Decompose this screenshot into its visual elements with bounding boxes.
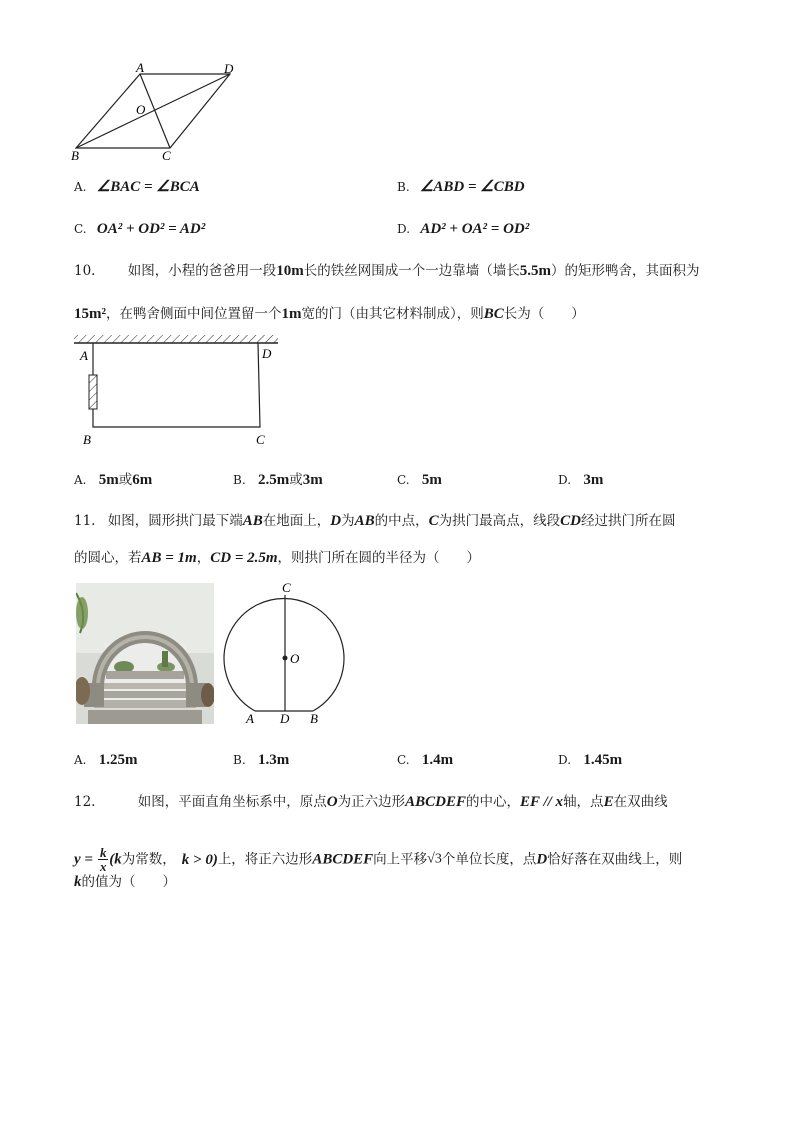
moon-gate-photo (76, 583, 214, 724)
option-value: 3m (583, 472, 604, 488)
option-value: 5m (98, 472, 119, 488)
option-value: 2.5m (257, 472, 290, 488)
q11-text: 如图，圆形拱门最下端 (107, 513, 243, 529)
q12-k-condition: k > 0) (181, 851, 218, 868)
option-or: 或 (118, 472, 133, 488)
q12-d: D (536, 851, 548, 868)
q9-option-a[interactable] (74, 178, 200, 196)
q11-option-c[interactable] (397, 751, 453, 769)
option-value: 5m (421, 472, 442, 488)
option-value: 6m (132, 472, 153, 488)
label-a: A (136, 60, 144, 75)
q10-text: 宽的门（由其它材料制成），则 (301, 306, 484, 322)
q12-hexagon: ABCDEF (312, 851, 374, 868)
center-point (283, 656, 288, 661)
option-letter: B. (233, 473, 246, 487)
q11-line1 (74, 512, 676, 530)
label-c: C (256, 432, 265, 447)
q9-option-b[interactable] (397, 178, 525, 196)
q10-text: ，在鸭舍侧面中间位置留一个 (106, 306, 282, 322)
label-b: B (83, 432, 91, 447)
option-letter: A. (74, 753, 87, 767)
label-b: B (71, 148, 79, 163)
q11-line2 (74, 549, 480, 567)
q12-e: E (603, 794, 614, 810)
label-o: O (136, 102, 146, 117)
label-d: D (224, 61, 234, 76)
q11-text: 的中点， (374, 513, 429, 529)
q9-option-d[interactable] (397, 220, 529, 238)
q12-line3 (74, 873, 176, 891)
q12-sqrt3: √3 (427, 851, 442, 867)
q11-ab: AB (242, 513, 263, 529)
q11-option-d[interactable] (558, 751, 622, 769)
q12-y: y = (74, 851, 93, 868)
option-value: 1.25m (98, 752, 138, 768)
label-c: C (162, 148, 171, 163)
question-number: 12. (74, 794, 96, 810)
q12-line1 (74, 793, 668, 811)
label-a: A (246, 711, 254, 726)
option-letter: B. (397, 180, 410, 194)
q11-text: ， (196, 550, 211, 566)
q12-text: 向上平移 (373, 851, 428, 868)
q10-text: 如图，小程的爸爸用一段 (127, 263, 277, 279)
q12-text: 在双曲线 (613, 794, 668, 810)
door-hatching (89, 375, 97, 409)
option-letter: D. (397, 222, 411, 236)
parallelogram-figure (66, 60, 246, 164)
q12-text: 的值为（ ） (81, 874, 176, 890)
label-o: O (290, 651, 300, 666)
label-d: D (280, 711, 290, 726)
option-letter: C. (397, 473, 410, 487)
q11-d: D (330, 513, 342, 529)
q12-text: 个单位长度，点 (441, 851, 537, 868)
q11-text: ，则拱门所在圆的半径为（ ） (277, 550, 481, 566)
q10-length: 10m (276, 263, 304, 279)
q10-wall-length: 5.5m (519, 263, 552, 279)
arch-circle (224, 598, 344, 711)
q10-area: 15m² (74, 306, 106, 322)
option-expr: ∠ABD = ∠CBD (419, 179, 525, 195)
option-letter: D. (558, 753, 572, 767)
q12-k: k (74, 874, 82, 890)
option-letter: B. (233, 753, 246, 767)
q11-text: 为拱门最高点，线段 (438, 513, 561, 529)
q12-denominator: x (100, 859, 107, 874)
q11-option-b[interactable] (233, 751, 289, 769)
diagonal-bd (76, 74, 230, 148)
pen-rectangle (93, 343, 260, 427)
q10-option-c[interactable] (397, 471, 442, 489)
q10-text: ）的矩形鸭舍，其面积为 (551, 263, 700, 279)
option-or: 或 (289, 472, 303, 488)
q10-bc: BC (483, 306, 504, 322)
option-expr: OA² + OD² = AD² (96, 221, 206, 237)
q12-ef-parallel: EF // x (519, 794, 564, 810)
option-value: 1.3m (257, 752, 290, 768)
q12-text: 如图，平面直角坐标系中，原点 (137, 794, 327, 810)
question-number: 10. (74, 263, 96, 279)
q11-cd-value: CD = 2.5m (210, 550, 278, 566)
option-letter: D. (558, 473, 572, 487)
label-a: A (80, 348, 88, 363)
arch-circle-figure (222, 580, 352, 728)
q12-k: (k (109, 851, 122, 868)
q12-hexagon: ABCDEF (405, 794, 466, 810)
q10-option-a[interactable] (74, 471, 152, 489)
q11-option-a[interactable] (74, 751, 138, 769)
q10-option-b[interactable] (233, 471, 323, 489)
option-expr: AD² + OA² = OD² (420, 221, 530, 237)
question-number: 11. (74, 513, 96, 529)
q11-text: 为 (341, 513, 355, 529)
q12-numerator: k (100, 845, 107, 860)
q12-fraction (98, 846, 108, 873)
q10-text: 长的铁丝网围成一个一边靠墙（墙长 (303, 263, 520, 279)
option-value: 1.4m (421, 752, 454, 768)
option-letter: C. (74, 222, 87, 236)
q12-line2 (74, 846, 682, 873)
q10-text: 长为（ ） (503, 306, 585, 322)
q12-text: 恰好落在双曲线上，则 (547, 851, 683, 868)
q10-line1 (74, 262, 700, 280)
q10-door: 1m (281, 306, 302, 322)
q12-o: O (326, 794, 338, 810)
option-value: 1.45m (583, 752, 623, 768)
label-c: C (282, 580, 291, 595)
q12-text: 轴，点 (563, 794, 604, 810)
option-letter: C. (397, 753, 410, 767)
q12-text: 上，将正六边形 (217, 851, 313, 868)
option-expr: ∠BAC = ∠BCA (96, 179, 200, 195)
q11-text: 在地面上， (262, 513, 331, 529)
option-value: 3m (302, 472, 323, 488)
q12-text: 为正六边形 (337, 794, 406, 810)
q11-ab: AB (354, 513, 375, 529)
option-letter: A. (74, 473, 87, 487)
q11-ab-value: AB = 1m (141, 550, 197, 566)
wall-hatching (74, 335, 278, 343)
q11-text: 的圆心，若 (74, 550, 142, 566)
q11-c: C (428, 513, 439, 529)
q10-line2 (74, 305, 585, 323)
duck-pen-figure (70, 334, 282, 450)
label-d: D (262, 346, 272, 361)
q10-option-d[interactable] (558, 471, 603, 489)
q12-text: 的中心， (465, 794, 520, 810)
option-letter: A. (74, 180, 87, 194)
q11-cd: CD (560, 513, 582, 529)
label-b: B (310, 711, 318, 726)
q9-option-c[interactable] (74, 220, 205, 238)
q11-text: 经过拱门所在圆 (581, 513, 676, 529)
q12-text: 为常数， (121, 851, 176, 868)
